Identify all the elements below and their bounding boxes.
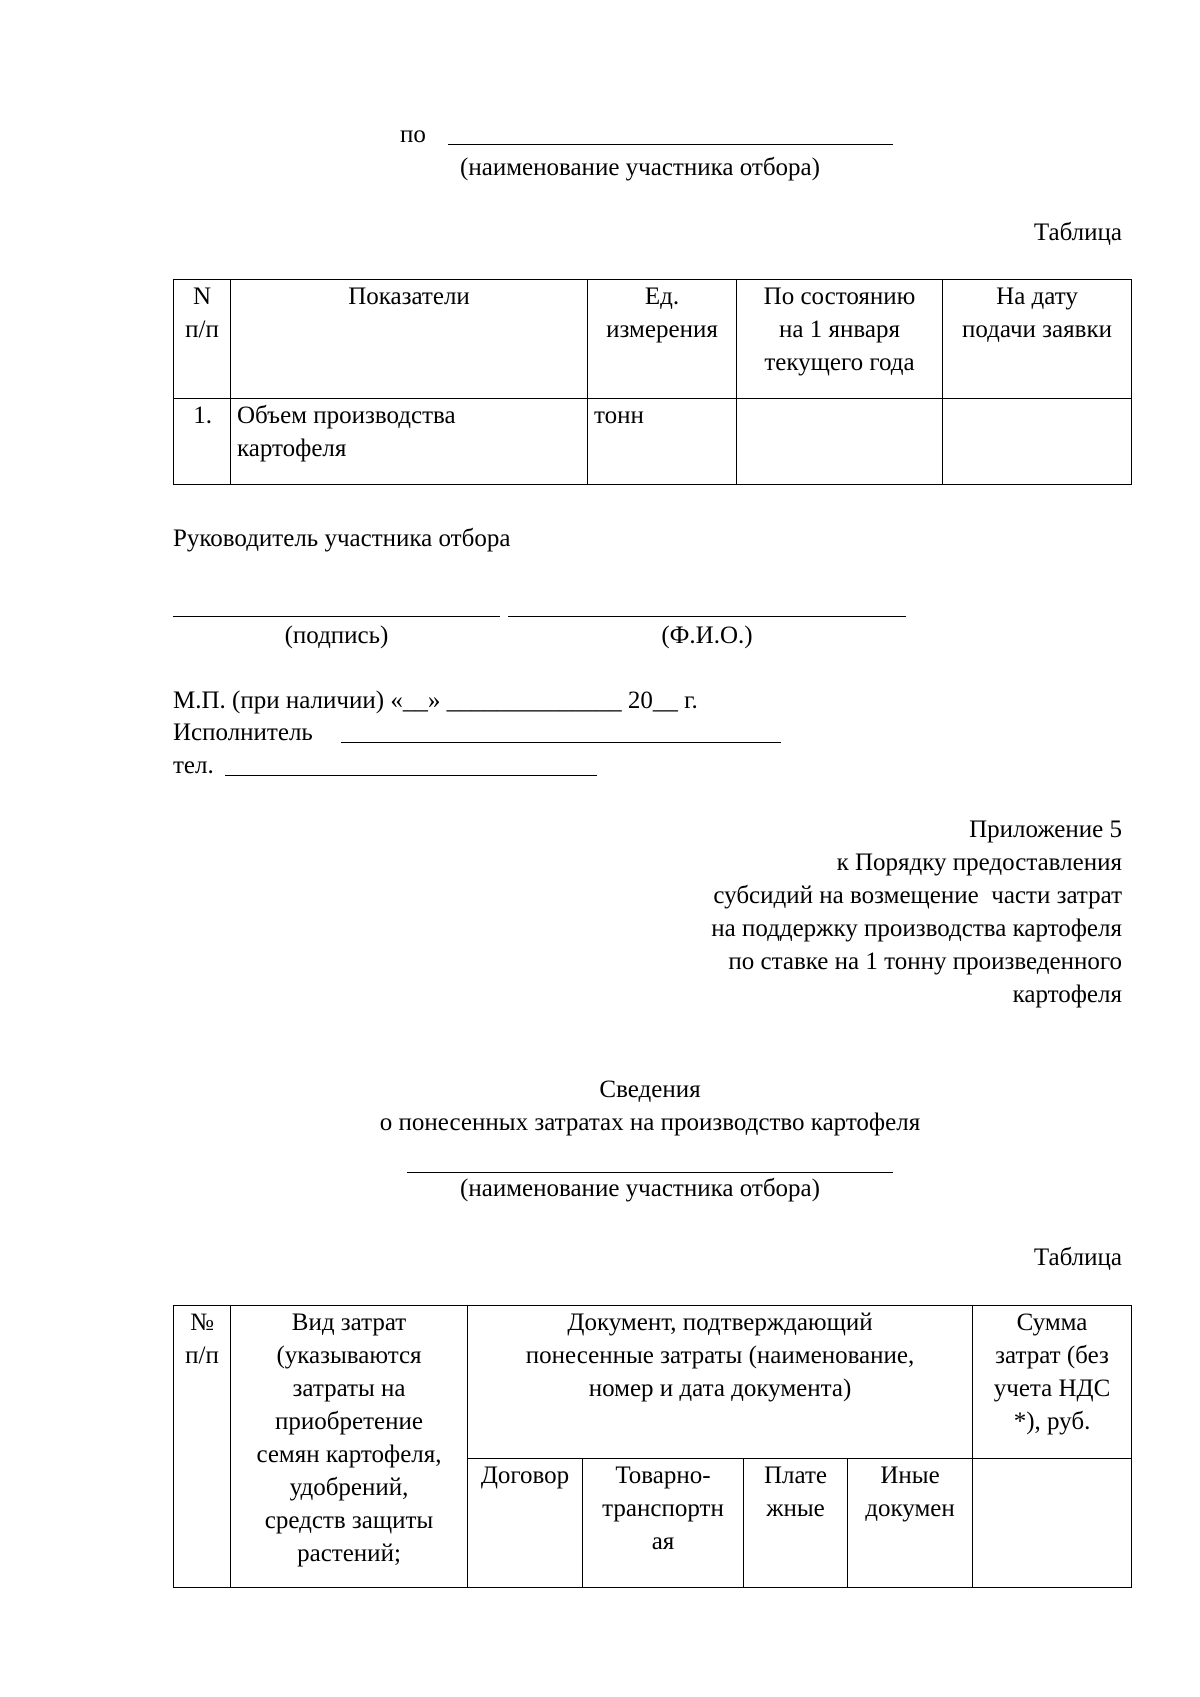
subheader-payment: Плате жные	[744, 1459, 848, 1588]
row-num: 1.	[174, 399, 231, 485]
table-label: Таблица	[1033, 219, 1122, 246]
appendix-line: к Порядку предоставления	[836, 849, 1122, 876]
participant-caption: (наименование участника отбора)	[460, 154, 820, 181]
table-row	[174, 399, 1132, 485]
costs-table	[173, 1305, 1132, 1588]
appendix-line: на поддержку производства картофеля	[711, 915, 1122, 942]
name-caption: (Ф.И.О.)	[661, 622, 753, 649]
header-cost-type: Вид затрат (указываются затраты на приобретение семян картофеля, удобрений, средств защиты растений;	[231, 1306, 468, 1588]
executor-label: Исполнитель	[173, 719, 313, 746]
header-num: N п/п	[174, 280, 231, 399]
appendix-line: субсидий на возмещение части затрат	[713, 882, 1122, 909]
executor-line	[341, 716, 781, 743]
header-application-date: На дату подачи заявки	[943, 280, 1132, 399]
info-subtitle: о понесенных затратах на производство картофеля	[379, 1109, 921, 1136]
subheader-contract: Договор	[468, 1459, 583, 1588]
appendix-block	[560, 813, 1122, 1011]
header-num: № п/п	[174, 1306, 231, 1588]
participant-caption-2: (наименование участника отбора)	[460, 1175, 820, 1202]
subheader-waybill: Товарно- транспортн ая	[583, 1459, 744, 1588]
row-unit: тонн	[588, 399, 737, 485]
row-application-date-value	[943, 399, 1132, 485]
appendix-line: по ставке на 1 тонну произведенного	[728, 948, 1122, 975]
po-label: по	[400, 121, 426, 148]
appendix-line: картофеля	[1012, 981, 1122, 1008]
phone-line	[225, 749, 597, 776]
participant-name-line-2	[407, 1146, 893, 1173]
header-sum: Сумма затрат (без учета НДС *), руб.	[973, 1306, 1132, 1459]
info-title: Сведения	[599, 1076, 701, 1103]
participant-name-line	[448, 118, 893, 145]
executor-row	[173, 716, 793, 750]
subheader-other-docs: Иные докумен	[848, 1459, 973, 1588]
table-header-row	[174, 280, 1132, 399]
header-indicators: Показатели	[231, 280, 588, 399]
phone-label: тел.	[173, 752, 214, 779]
table-label-2: Таблица	[1033, 1244, 1122, 1271]
head-label: Руководитель участника отбора	[173, 525, 511, 552]
indicators-table	[173, 279, 1132, 485]
stamp-date-line: М.П. (при наличии) «__» ______________ 20__ г.	[173, 687, 698, 714]
header-jan1: По состоянию на 1 января текущего года	[737, 280, 943, 399]
phone-row	[173, 749, 613, 783]
row-indicator: Объем производства картофеля	[231, 399, 588, 485]
signature-line	[173, 590, 500, 617]
signature-caption: (подпись)	[284, 622, 389, 649]
recipient-line	[400, 118, 900, 152]
subheader-sum-empty	[973, 1459, 1132, 1588]
row-jan1-value	[737, 399, 943, 485]
name-line	[508, 590, 906, 617]
header-document: Документ, подтверждающий понесенные затраты (наименование, номер и дата документа)	[468, 1306, 973, 1459]
appendix-line: Приложение 5	[969, 816, 1122, 843]
header-unit: Ед. измерения	[588, 280, 737, 399]
header-row	[174, 1306, 1132, 1459]
